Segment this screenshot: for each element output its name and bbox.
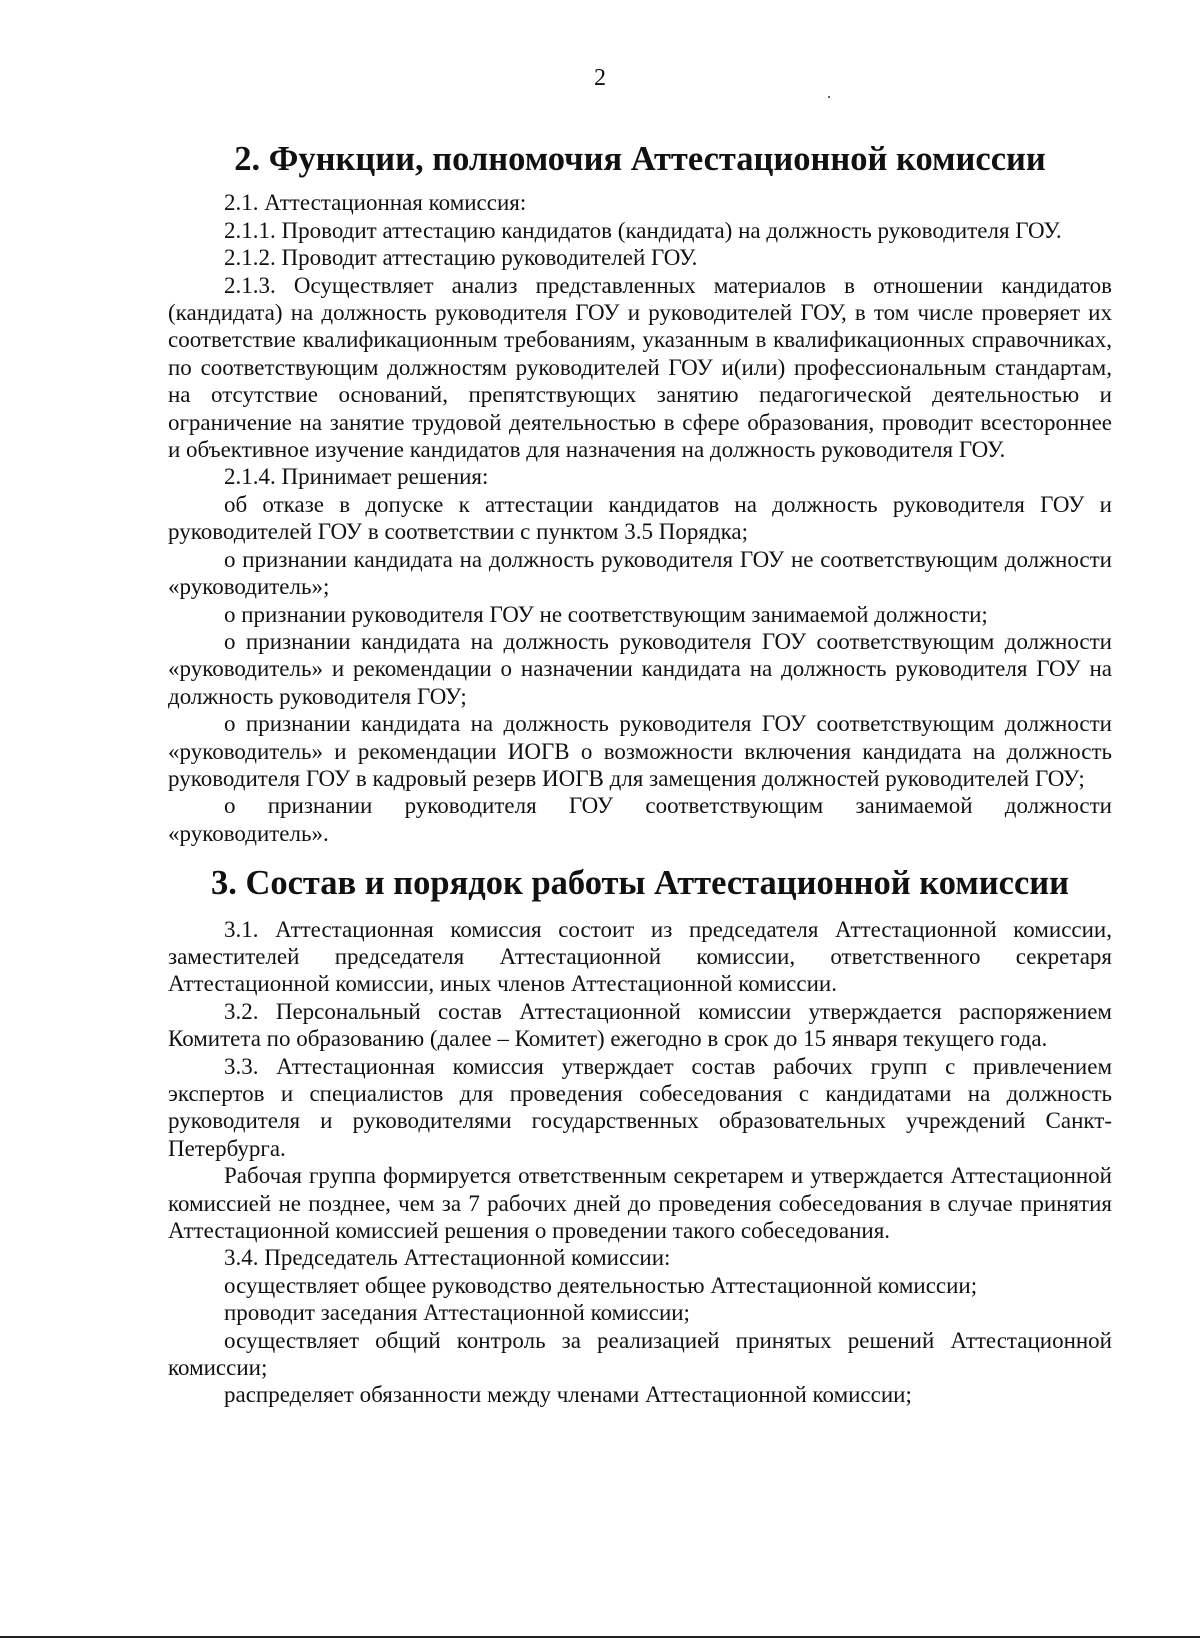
paragraph: 2.1.1. Проводит аттестацию кандидатов (кандидата) на должность руководителя ГОУ. xyxy=(224,217,1062,243)
paragraph: 2.1.4. Принимает решения: xyxy=(224,464,489,490)
page-number: 2 xyxy=(594,65,606,91)
paragraph: осуществляет общий контроль за реализацией принятых решений Аттестационной комиссии; xyxy=(168,1327,1112,1381)
paragraph: 2.1. Аттестационная комиссия: xyxy=(224,190,527,216)
section-3-title: 3. Состав и порядок работы Аттестационной комиссии xyxy=(210,864,1070,903)
paragraph: Рабочая группа формируется ответственным секретарем и утверждается Аттестационной комиссией не позднее, чем за 7 рабочих дней до проведения собеседования в случае принятия Аттестационной комиссией решения о проведении такого собеседования. xyxy=(168,1163,1112,1244)
section-2-body xyxy=(168,189,1112,847)
paragraph: о признании руководителя ГОУ соответствующим занимаемой должности «руководитель». xyxy=(168,793,1112,846)
paragraph: о признании руководителя ГОУ не соответствующим занимаемой должности; xyxy=(224,601,988,627)
paragraph: распределяет обязанности между членами Аттестационной комиссии; xyxy=(224,1382,912,1408)
scan-bottom-edge-line xyxy=(0,1636,1200,1638)
section-2-title: 2. Функции, полномочия Аттестационной комиссии xyxy=(234,140,1046,178)
paragraph: о признании кандидата на должность руководителя ГОУ не соответствующим должности «руководитель»; xyxy=(168,546,1112,600)
paragraph: осуществляет общее руководство деятельностью Аттестационной комиссии; xyxy=(224,1272,978,1298)
paragraph: об отказе в допуске к аттестации кандидатов на должность руководителя ГОУ и руководителей ГОУ в соответствии с пунктом 3.5 Порядка; xyxy=(168,491,1112,545)
paragraph: 3.3. Аттестационная комиссия утверждает состав рабочих групп с привлечением экспертов и специалистов для проведения собеседования с кандидатами на должность руководителя и руководителями государственных образовательных учреждений Санкт-Петербурга. xyxy=(168,1053,1112,1161)
paragraph: 2.1.2. Проводит аттестацию руководителей ГОУ. xyxy=(224,245,698,271)
paragraph: 3.4. Председатель Аттестационной комиссии: xyxy=(224,1245,671,1271)
document-body xyxy=(168,140,1112,1409)
scan-dot-mark xyxy=(828,96,830,98)
section-3-body xyxy=(168,916,1112,1409)
paragraph: 2.1.3. Осуществляет анализ представленных материалов в отношении кандидатов (кандидата) на должность руководителя ГОУ и руководителей ГОУ, в том числе проверяет их соответствие квалификационным требованиям, указанным в квалификационных справочниках, по соответствующим должностям руководителей ГОУ и(или) профессиональным стандартам, на отсутствие оснований, препятствующих занятию педагогической деятельностью и ограничение на занятие трудовой деятельностью в сфере образования, проводит всестороннее и объективное изучение кандидатов для назначения на должность руководителя ГОУ. xyxy=(168,272,1112,463)
paragraph: проводит заседания Аттестационной комиссии; xyxy=(224,1300,690,1326)
paragraph: 3.2. Персональный состав Аттестационной комиссии утверждается распоряжением Комитета по образованию (далее – Комитет) ежегодно в срок до 15 января текущего года. xyxy=(168,998,1112,1052)
paragraph: о признании кандидата на должность руководителя ГОУ соответствующим должности «руководитель» и рекомендации о назначении кандидата на должность руководителя ГОУ на должность руководителя ГОУ; xyxy=(168,628,1112,709)
paragraph: 3.1. Аттестационная комиссия состоит из председателя Аттестационной комиссии, заместителей председателя Аттестационной комиссии, ответственного секретаря Аттестационной комиссии, иных членов Аттестационной комиссии. xyxy=(168,916,1112,997)
paragraph: о признании кандидата на должность руководителя ГОУ соответствующим должности «руководитель» и рекомендации ИОГВ о возможности включения кандидата на должность руководителя ГОУ в кадровый резерв ИОГВ для замещения должностей руководителей ГОУ; xyxy=(168,711,1112,791)
